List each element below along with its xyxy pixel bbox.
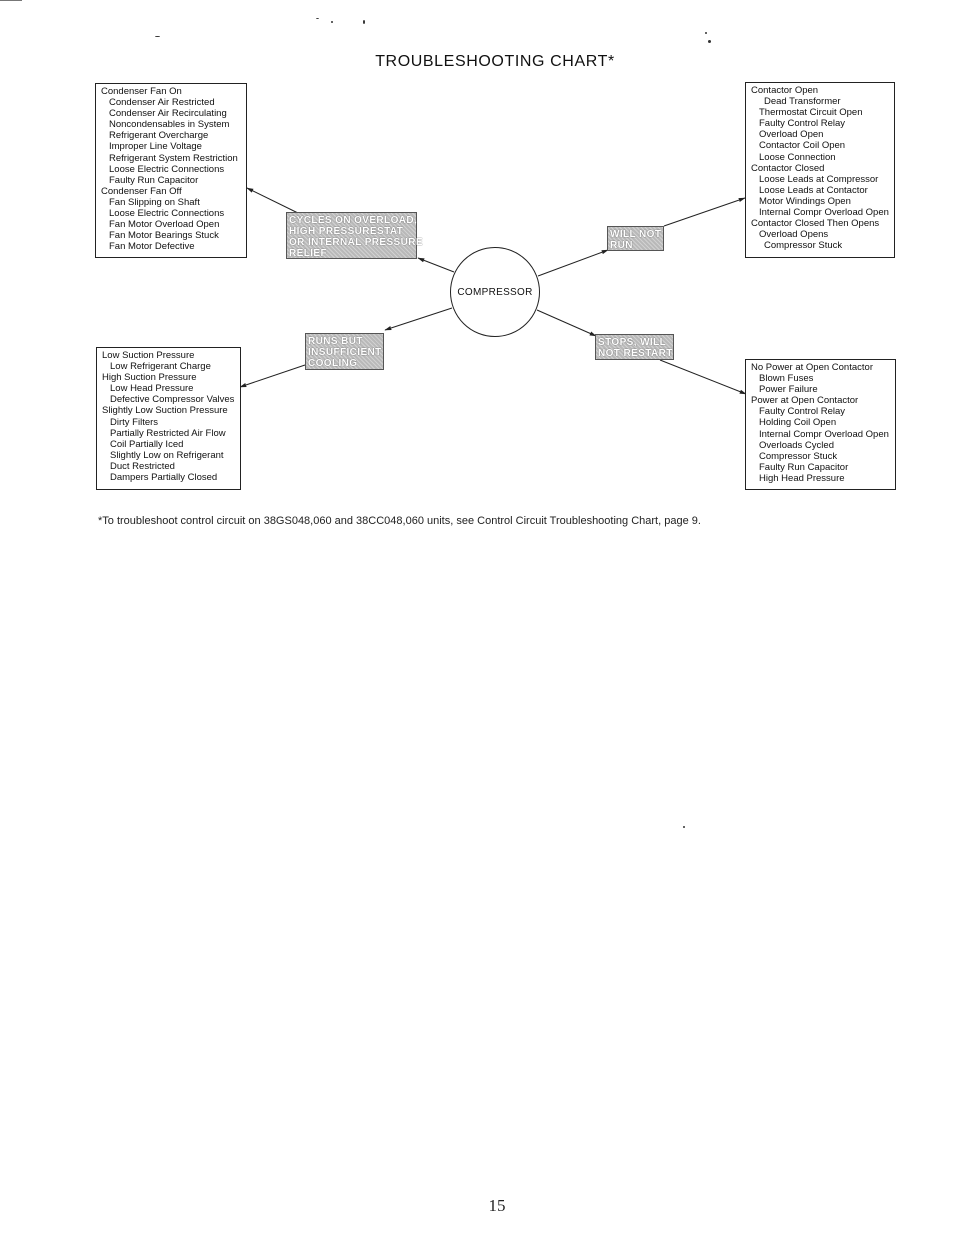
cause-heading: No Power at Open Contactor: [751, 362, 873, 373]
cause-item: Coil Partially Iced: [110, 438, 184, 450]
symptom-tag-line: INSUFFICIENT: [308, 347, 382, 358]
cause-heading: Contactor Closed: [751, 162, 825, 174]
will-not-run-tag: [607, 226, 664, 251]
arrow-to-contactor-box: [664, 198, 745, 226]
cause-item: Partially Restricted Air Flow: [110, 427, 226, 439]
symptom-tag-line: RUN: [610, 240, 633, 251]
cause-item: Compressor Stuck: [764, 240, 843, 252]
cycles-on-overload-tag: [286, 212, 423, 259]
cause-heading: Slightly Low Suction Pressure: [102, 405, 228, 417]
cause-item: Defective Compressor Valves: [110, 394, 235, 406]
cause-item: Improper Line Voltage: [109, 141, 202, 153]
cause-item: High Head Pressure: [759, 472, 845, 484]
cause-item: Condenser Air Restricted: [109, 97, 215, 109]
symptom-tag-line: NOT RESTART: [598, 348, 673, 359]
cause-item: Power Failure: [759, 384, 818, 396]
arrow-to-power-box: [660, 360, 746, 394]
arrow-to-stops-tag: [537, 310, 596, 336]
arrow-to-condenser-box: [247, 188, 300, 214]
contactor-causes-box: [745, 82, 895, 258]
cause-heading: Condenser Fan On: [101, 86, 182, 97]
cause-item: Contactor Coil Open: [759, 140, 846, 152]
power-causes-box: [745, 359, 896, 490]
cause-item: Loose Electric Connections: [109, 163, 225, 175]
suction-pressure-causes-box: [96, 347, 241, 490]
cause-item: Blown Fuses: [759, 373, 814, 385]
symptom-tag-line: RUNS BUT: [308, 336, 363, 347]
page-number: 15: [488, 1196, 506, 1215]
cause-item: Dead Transformer: [764, 96, 841, 108]
footnote: *To troubleshoot control circuit on 38GS048,060 and 38CC048,060 units, see Control Circuit Troubleshooting Chart, page 9.: [98, 515, 701, 527]
cause-heading: High Suction Pressure: [102, 372, 197, 384]
cause-item: Loose Leads at Contactor: [759, 184, 868, 196]
cause-item: Thermostat Circuit Open: [759, 107, 863, 119]
cause-item: Internal Compr Overload Open: [759, 207, 889, 219]
cause-item: Duct Restricted: [110, 460, 175, 472]
cause-item: Faulty Control Relay: [759, 406, 846, 418]
cause-item: Slightly Low on Refrigerant: [110, 449, 224, 461]
arrow-to-will-not-run-tag: [538, 250, 608, 276]
cause-item: Holding Coil Open: [759, 417, 837, 429]
cause-item: Loose Connection: [759, 151, 836, 163]
cause-item: Refrigerant Overcharge: [109, 130, 209, 142]
arrow-to-suction-box: [240, 365, 305, 387]
cause-item: Condenser Air Recirculating: [109, 108, 227, 120]
cause-heading: Power at Open Contactor: [751, 395, 859, 407]
cause-item: Overloads Cycled: [759, 439, 834, 451]
symptom-tag-line: STOPS, WILL: [598, 337, 667, 348]
stops-will-not-restart-tag: [595, 334, 674, 360]
cause-item: Low Refrigerant Charge: [110, 361, 211, 373]
chart-title: TROUBLESHOOTING CHART*: [375, 53, 615, 70]
cause-item: Dirty Filters: [110, 416, 159, 428]
arrow-to-insufficient-tag: [385, 308, 452, 330]
cause-item: Loose Electric Connections: [109, 208, 225, 220]
cause-item: Overload Opens: [759, 229, 829, 241]
cause-item: Internal Compr Overload Open: [759, 428, 889, 440]
runs-but-insufficient-cooling-tag: [305, 333, 384, 370]
cause-item: Overload Open: [759, 129, 824, 141]
arrow-to-cycles-tag: [418, 258, 454, 272]
condenser-causes-box: [95, 83, 247, 258]
cause-item: Fan Motor Defective: [109, 241, 195, 253]
cause-item: Loose Leads at Compressor: [759, 173, 879, 185]
cause-item: Faulty Run Capacitor: [759, 461, 849, 473]
symptom-tag-line: WILL NOT: [610, 229, 662, 240]
symptom-tag-line: COOLING: [308, 358, 358, 369]
cause-item: Fan Motor Overload Open: [109, 219, 220, 231]
cause-item: Motor Windings Open: [759, 195, 851, 207]
cause-heading: Contactor Open: [751, 85, 819, 96]
cause-heading: Low Suction Pressure: [102, 350, 195, 361]
compressor-circle: [450, 247, 540, 337]
cause-item: Faulty Control Relay: [759, 118, 846, 130]
cause-item: Fan Motor Bearings Stuck: [109, 230, 219, 242]
symptom-tag-line: OR INTERNAL PRESSURE: [289, 237, 423, 248]
cause-item: Faulty Run Capacitor: [109, 174, 199, 186]
cause-heading: Contactor Closed Then Opens: [751, 218, 880, 230]
symptom-tag-line: HIGH PRESSURESTAT: [289, 226, 404, 237]
cause-item: Low Head Pressure: [110, 383, 194, 395]
symptom-tag-line: CYCLES ON OVERLOAD,: [289, 215, 418, 226]
cause-item: Fan Slipping on Shaft: [109, 196, 200, 208]
cause-item: Noncondensables in System: [109, 119, 230, 131]
cause-item: Compressor Stuck: [759, 450, 838, 462]
symptom-tag-line: RELIEF: [289, 248, 327, 259]
cause-item: Dampers Partially Closed: [110, 472, 218, 484]
compressor-label: COMPRESSOR: [457, 286, 533, 298]
cause-item: Refrigerant System Restriction: [109, 152, 238, 164]
cause-heading: Condenser Fan Off: [101, 185, 182, 197]
